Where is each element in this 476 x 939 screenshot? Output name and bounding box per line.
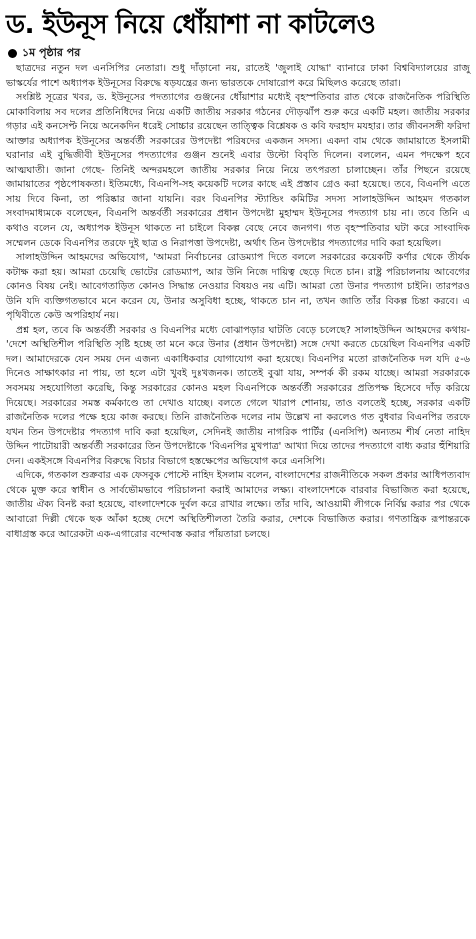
continuation-label: ১ম পৃষ্ঠার পর xyxy=(22,46,81,59)
bullet-icon xyxy=(8,49,17,58)
article-paragraph: এদিকে, গতকাল শুক্রবার এক ফেসবুক পোস্টে নাহিদ ইসলাম বলেন, বাংলাদেশের রাজনীতিকে সকল প্রকার আধিপত্যবাদ থেকে মুক্ত করে স্বাধীন ও সার্বভৌমভাবে পরিচালনা করাই আমাদের লক্ষ্য। বাংলাদেশকে বারবার বিভাজিত করা হয়েছে, জাতীয় ঐক্য বিনষ্ট করা হয়েছে, বাংলাদেশকে দুর্বল করে রাখার লক্ষ্যে। তাঁর দাবি, আওয়ামী লীগকে নির্বিঘ্ন করার পর থেকে আবারো দিল্লী থেকে ছক আঁকা হচ্ছে দেশে অস্থিতিশীলতা তৈরি করার, দেশকে বিভাজিত করার। গণতান্ত্রিক রূপান্তরকে বাধাগ্রস্ত করে আরেকটা এক-এগারোর বন্দোবস্ত করার পাঁয়তারা চলছে। xyxy=(6,470,470,540)
article-paragraph: সংশ্লিষ্ট সূত্রের খবর, ড. ইউনূসের পদত্যাগের গুঞ্জনের ধোঁয়াশার মধ্যেই বৃহস্পতিবার রাত থেকে রাজনৈতিক পরিস্থিতি মোকাবিলায় সব দলের প্রতিনিধিদের নিয়ে একটি জাতীয় সরকার গঠনের দৌড়ঝাঁপ শুরু করে একটি মহল। জাতীয় সরকার গড়ার এই কনসেপ্ট নিয়ে অনেকদিন ধরেই সোচ্চার রয়েছেন তাত্ত্বিক বিশ্লেষক ও কবি ফরহাদ মযহার। তার জীবনসঙ্গী ফরিদা আক্তার অধ্যাপক ইউনূসের অন্তর্বর্তী সরকারের উপদেষ্টা পরিষদের একজন সদস্য। একদা বাম থেকে জামায়াতে ইসলামী ঘরানার এই বুদ্ধিজীবী ইউনূসের পদত্যাগের গুঞ্জন শুনেই এবার উল্টো বিবৃতি দিলেন। বললেন, এমন পদক্ষেপ হবে আত্মঘাতী। জানা গেছে- তিনিই অন্দরমহলে জাতীয় সরকার নিয়ে নিয়ে তৎপরতা চালাচ্ছেন। তাঁর পিছনে রয়েছে জামায়াতের পৃষ্ঠপোষকতা। ইতিমধ্যে, বিএনপি-সহ কয়েকটি দলের কাছে এই প্রস্তাব গ্রেও করা হয়েছে। তবে, বিএনপি এতে সায় দিবে কিনা, তা পরিষ্কার জানা যায়নি। বরং বিএনপির স্ট্যান্ডিং কমিটির সদস্য সালাহউদ্দিন আহমদ গতকাল সংবাদমাধ্যমকে বলেছেন, বিএনপি অন্তর্বর্তী সরকারের প্রধান উপদেষ্টা মুহাম্মদ ইউনূসের পদত্যাগ চায় না। তবে তিনি এ কথাও বলেন যে, অধ্যাপক ইউনূস থাকতে না চাইলে বিকল্প বেছে নেবে জনগণ। গত বৃহস্পতিবার ঘটা করে সাংবাদিক সম্মেলন ডেকে বিএনপির তরফে দুই ছাত্র ও নিরাপত্তা উপদেষ্টা, অর্থাৎ তিন উপদেষ্টার পদত্যাগের দাবি করা হয়েছিল। xyxy=(6,92,470,249)
continuation-marker xyxy=(8,46,470,60)
article-paragraph: ছাত্রদের নতুন দল এনসিপির নেতারা। শুধু দাঁড়ানো নয়, রাতেই 'জুলাই যোদ্ধা' ব্যানারে ঢাকা বিশ্ববিদ্যালয়ের রাজু ভাস্কর্যের পাশে অধ্যাপক ইউনূসের বিরুদ্ধে ষড়যন্ত্রের জন্য ভারতকে দোষারোপ করে মিছিলও করেছে তারা। xyxy=(6,63,470,89)
headline: ড. ইউনূস নিয়ে ধোঁয়াশা না কাটলেও xyxy=(6,10,376,40)
article-body xyxy=(6,62,470,542)
article-paragraph: সালাহউদ্দিন আহমদের অভিযোগ, 'আমরা নির্বাচনের রোডম্যাপ দিতে বললে সরকারের কয়েকটি কর্ণার থেকে তীর্যক কটাক্ষ করা হয়। আমরা চেয়েছি ভোটের রোডম্যাপ, আর উনি নিজে দায়িত্ব ছেড়ে দিতে চান। রাষ্ট্র পরিচালনায় আবেগের কোনও বিষয় নেই। আবেগতাড়িত কোনও সিদ্ধান্ত নেওয়ার বিষয়ও নয় এটি। আমরা তো উনার পদত্যাগ চাইনি। তারপরও উনি যদি ব্যক্তিগতভাবে মনে করেন যে, উনার অসুবিধা হচ্ছে, থাকতে চান না, তখন জাতি তাঁর বিকল্প চিন্তা করবে। এ পৃথিবীতে কেউ অপরিহার্য নয়। xyxy=(6,252,470,322)
article-paragraph: প্রশ্ন হল, তবে কি অন্তর্বর্তী সরকার ও বিএনপির মধ্যে বোঝাপড়ার ঘাটতি বেড়ে চলেছে? সালাহউদ্দিন আহমদের কথায়- 'দেশে অস্থিতিশীল পরিস্থিতি সৃষ্টি হচ্ছে তা মনে করে উনার (প্রধান উপদেষ্টা) সঙ্গে দেখা করতে চেয়েছিল বিএনপির একটি দল। আমাদেরকে যেন সময় দেন এজন্য একাধিকবার যোগাযোগ করা হয়েছে। বিএনপির মতো রাজনৈতিক দল যদি ৫-৬ দিনেও সাক্ষাৎকার না পায়, তা হলে এটা খুবই দুঃখজনক। তাতেই বুঝা যায়, সম্পর্ক কী রকম যাচ্ছে। আমরা সরকারকে সবসময় সহযোগিতা করেছি, কিন্তু সরকারের কোনও মহল বিএনপিকে অন্তর্বর্তী সরকারের প্রতিপক্ষ হিসেবে দাঁড় করিয়ে দিয়েছে। সরকারের সমস্ত কর্মকাণ্ডে তা দেখাও যাচ্ছে। বলতে গেলে খারাপ শোনায়, তাও বলতেই হচ্ছে, সরকার একটি রাজনৈতিক দলের পক্ষে হয়ে কাজ করছে। তিনি রাজনৈতিক দলের নাম উল্লেখ না করলেও গত বুধবার বিএনপির তরফে যখন তিন উপদেষ্টার পদত্যাগ দাবি করা হয়েছিল, সেদিনই জাতীয় নাগরিক পার্টির (এনসিপি) অন্যতম শীর্ষ নেতা নাহিদ উদ্দিন পাটোয়ারী অন্তর্বর্তী সরকারের তিন উপদেষ্টাকে 'বিএনপির মুখপাত্র' আখ্যা দিয়ে তাদের পদত্যাগে বাধ্য করার হুঁশিয়ারি দেন। একইসঙ্গে বিএনপির বিরুদ্ধে বিচার বিভাগে হস্তক্ষেপের অভিযোগ করে এনসিপি। xyxy=(6,324,470,467)
